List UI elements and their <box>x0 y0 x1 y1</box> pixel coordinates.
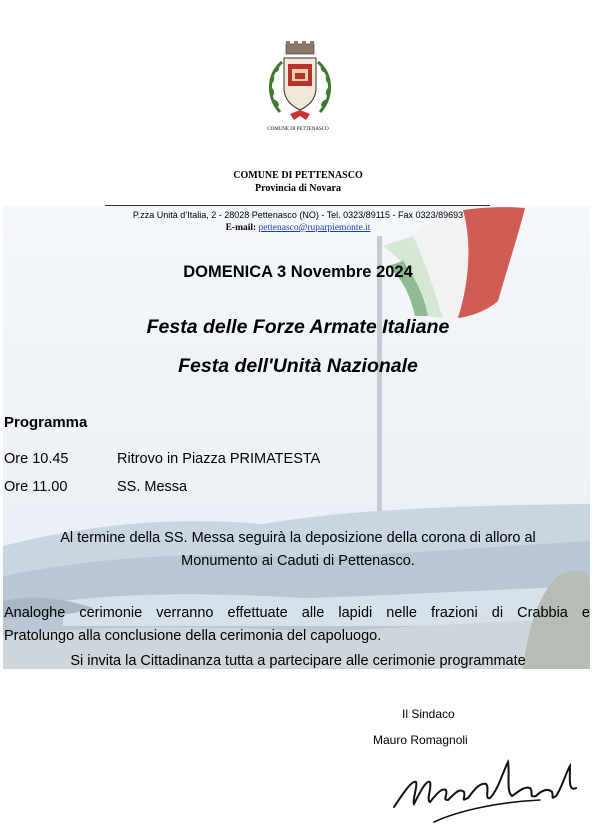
program-desc: SS. Messa <box>117 479 188 495</box>
hamlets-line: Analoghe cerimonie verranno effettuate alle lapidi nelle frazioni di Crabbia e <box>4 605 590 621</box>
signatory-role: Il Sindaco <box>402 707 455 721</box>
handwritten-signature <box>390 752 590 827</box>
coat-of-arms-icon <box>262 40 338 136</box>
hamlets-paragraph <box>4 602 590 625</box>
province-name: Provincia di Novara <box>255 183 341 194</box>
event-title-armed-forces: Festa delle Forze Armate Italiane <box>146 316 450 338</box>
invitation-text: Si invita la Cittadinanza tutta a partecipare alle cerimonie programmate <box>70 653 526 669</box>
ceremony-line: Al termine della SS. Messa seguirà la deposizione della corona di alloro al <box>60 530 536 546</box>
email-link[interactable]: pettenasco@ruparpiemonte.it <box>258 223 371 233</box>
program-heading: Programma <box>4 414 88 431</box>
event-title-national-unity: Festa dell'Unità Nazionale <box>178 355 418 377</box>
municipality-name: COMUNE DI PETTENASCO <box>233 170 363 181</box>
signatory-name: Mauro Romagnoli <box>373 733 468 747</box>
hamlets-line-2: Pratolungo alla conclusione della cerimonia del capoluogo. <box>4 628 382 644</box>
program-time: Ore 10.45 <box>4 451 69 467</box>
crest-caption: COMUNE DI PETTENASCO <box>267 127 329 132</box>
contact-email <box>0 223 596 233</box>
email-label: E-mail: <box>225 223 257 233</box>
ceremony-paragraph <box>0 527 596 573</box>
contact-address: P.zza Unità d’Italia, 2 - 28028 Pettenasco (NO) - Tel. 0323/89115 - Fax 0323/89693 <box>132 210 464 220</box>
ceremony-line: Monumento ai Caduti di Pettenasco. <box>181 553 415 569</box>
program-time: Ore 11.00 <box>4 479 68 495</box>
program-desc: Ritrovo in Piazza PRIMATESTA <box>117 451 321 467</box>
event-date: DOMENICA 3 Novembre 2024 <box>183 263 413 281</box>
